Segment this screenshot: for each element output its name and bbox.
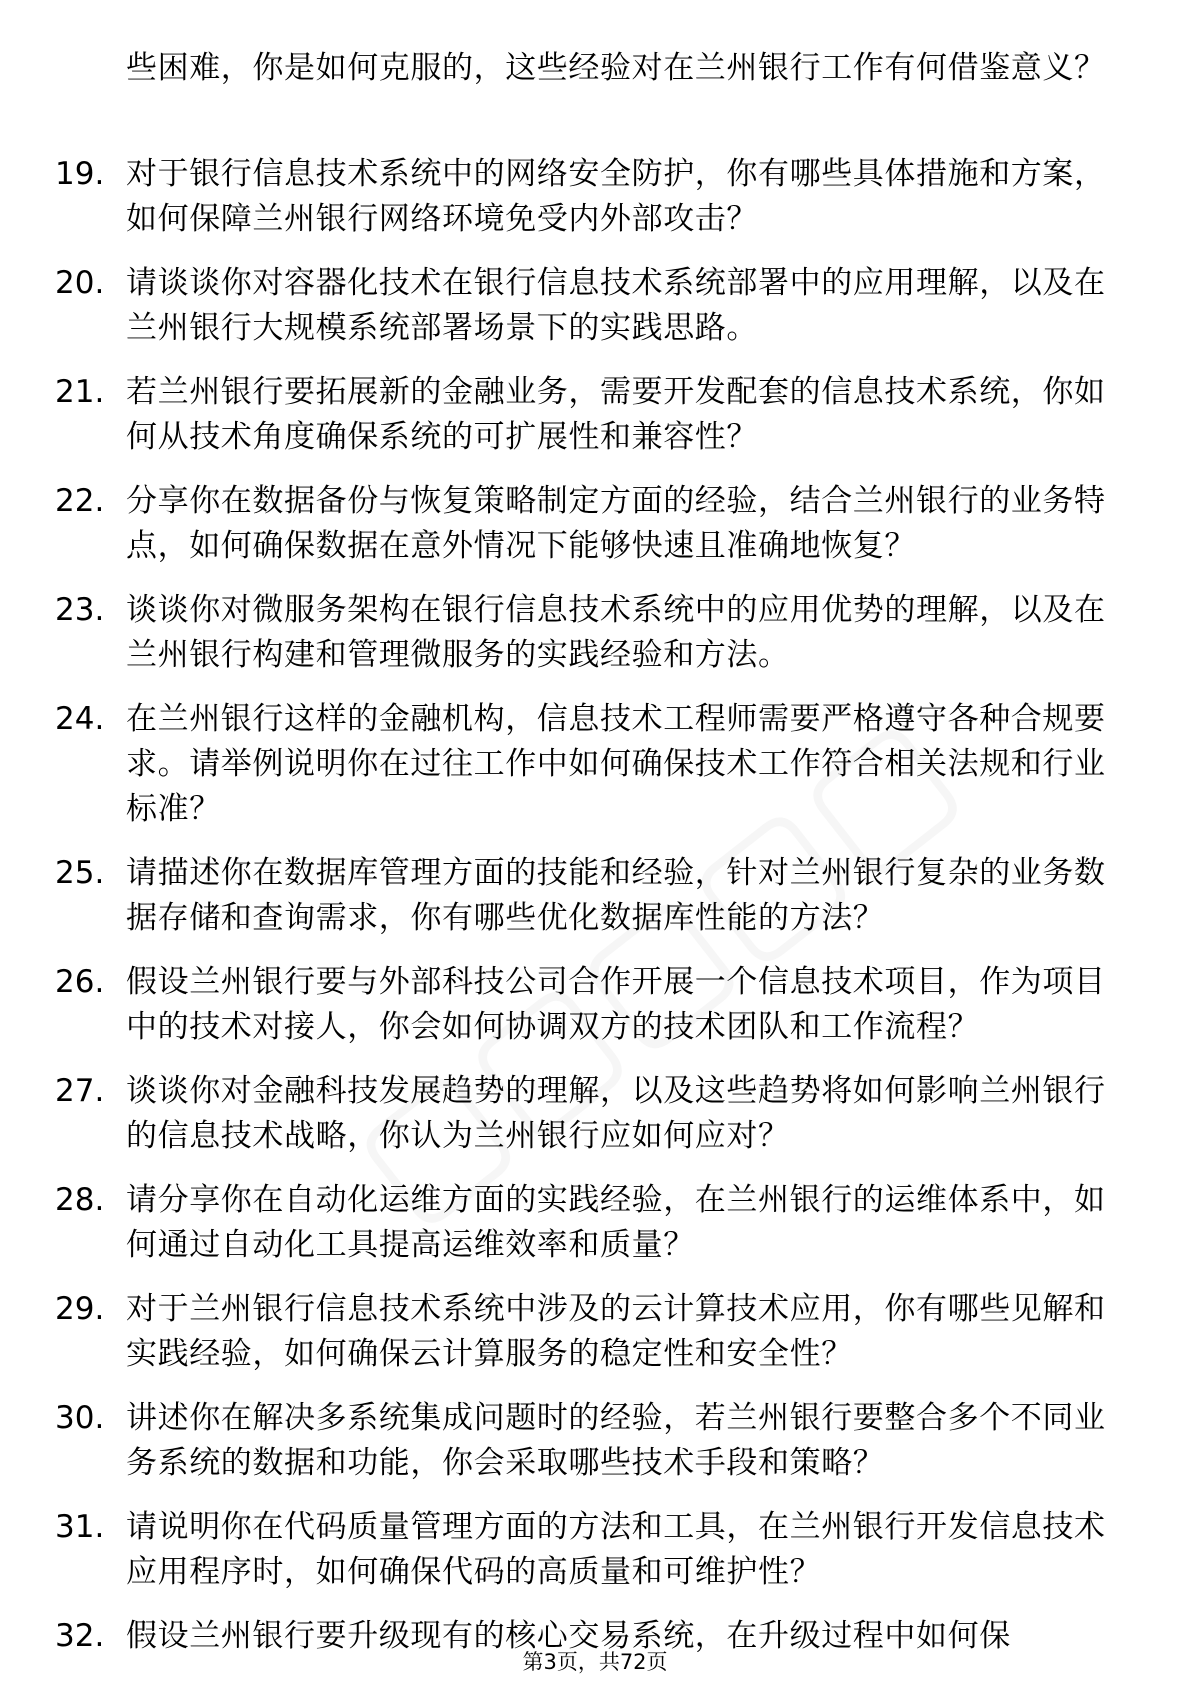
question-number: 24.: [55, 701, 105, 737]
list-item: [55, 370, 1125, 460]
list-item: [55, 152, 1125, 242]
question-number: 22.: [55, 483, 105, 519]
list-item: [55, 588, 1125, 678]
question-text: 请分享你在自动化运维方面的实践经验，在兰州银行的运维体系中，如何通过自动化工具提高运维效率和质量？: [126, 1182, 1106, 1263]
list-item: [55, 1069, 1125, 1159]
question-text: 假设兰州银行要升级现有的核心交易系统，在升级过程中如何保: [126, 1618, 1011, 1654]
question-text: 分享你在数据备份与恢复策略制定方面的经验，结合兰州银行的业务特点，如何确保数据在意外情况下能够快速且准确地恢复？: [126, 483, 1106, 564]
question-number: 21.: [55, 374, 105, 410]
question-list: [55, 152, 1125, 1678]
list-item: [55, 851, 1125, 941]
question-number: 29.: [55, 1291, 105, 1327]
question-text: 请描述你在数据库管理方面的技能和经验，针对兰州银行复杂的业务数据存储和查询需求，你有哪些优化数据库性能的方法？: [126, 855, 1106, 936]
list-item: [55, 261, 1125, 351]
question-text: 对于兰州银行信息技术系统中涉及的云计算技术应用，你有哪些见解和实践经验，如何确保云计算服务的稳定性和安全性？: [126, 1291, 1106, 1372]
question-number: 19.: [55, 156, 105, 192]
question-number: 28.: [55, 1182, 105, 1218]
question-number: 20.: [55, 265, 105, 301]
question-text: 请谈谈你对容器化技术在银行信息技术系统部署中的应用理解，以及在兰州银行大规模系统部署场景下的实践思路。: [126, 265, 1106, 346]
question-text: 请说明你在代码质量管理方面的方法和工具，在兰州银行开发信息技术应用程序时，如何确保代码的高质量和可维护性？: [126, 1509, 1106, 1590]
question-text: 讲述你在解决多系统集成问题时的经验，若兰州银行要整合多个不同业务系统的数据和功能，你会采取哪些技术手段和策略？: [126, 1400, 1106, 1481]
question-text: 在兰州银行这样的金融机构，信息技术工程师需要严格遵守各种合规要求。请举例说明你在过往工作中如何确保技术工作符合相关法规和行业标准？: [126, 701, 1106, 827]
question-text: 对于银行信息技术系统中的网络安全防护，你有哪些具体措施和方案，如何保障兰州银行网络环境免受内外部攻击？: [126, 156, 1106, 237]
continued-question-text: 些困难，你是如何克服的，这些经验对在兰州银行工作有何借鉴意义？: [126, 50, 1106, 86]
list-item: [55, 1505, 1125, 1595]
question-text: 若兰州银行要拓展新的金融业务，需要开发配套的信息技术系统，你如何从技术角度确保系统的可扩展性和兼容性？: [126, 374, 1106, 455]
question-number: 27.: [55, 1073, 105, 1109]
list-item: [55, 960, 1125, 1050]
question-number: 32.: [55, 1618, 105, 1654]
question-number: 26.: [55, 964, 105, 1000]
question-text: 假设兰州银行要与外部科技公司合作开展一个信息技术项目，作为项目中的技术对接人，你会如何协调双方的技术团队和工作流程？: [126, 964, 1106, 1045]
page-footer: 第3页，共72页: [522, 1650, 668, 1674]
list-item: [55, 1287, 1125, 1377]
question-text: 谈谈你对微服务架构在银行信息技术系统中的应用优势的理解，以及在兰州银行构建和管理微服务的实践经验和方法。: [126, 592, 1106, 673]
list-item: [55, 1396, 1125, 1486]
question-number: 25.: [55, 855, 105, 891]
list-item: [55, 1178, 1125, 1268]
question-number: 30.: [55, 1400, 105, 1436]
list-item: [55, 479, 1125, 569]
question-number: 31.: [55, 1509, 105, 1545]
question-text: 谈谈你对金融科技发展趋势的理解，以及这些趋势将如何影响兰州银行的信息技术战略，你认为兰州银行应如何应对？: [126, 1073, 1106, 1154]
list-item: [55, 697, 1125, 832]
question-number: 23.: [55, 592, 105, 628]
